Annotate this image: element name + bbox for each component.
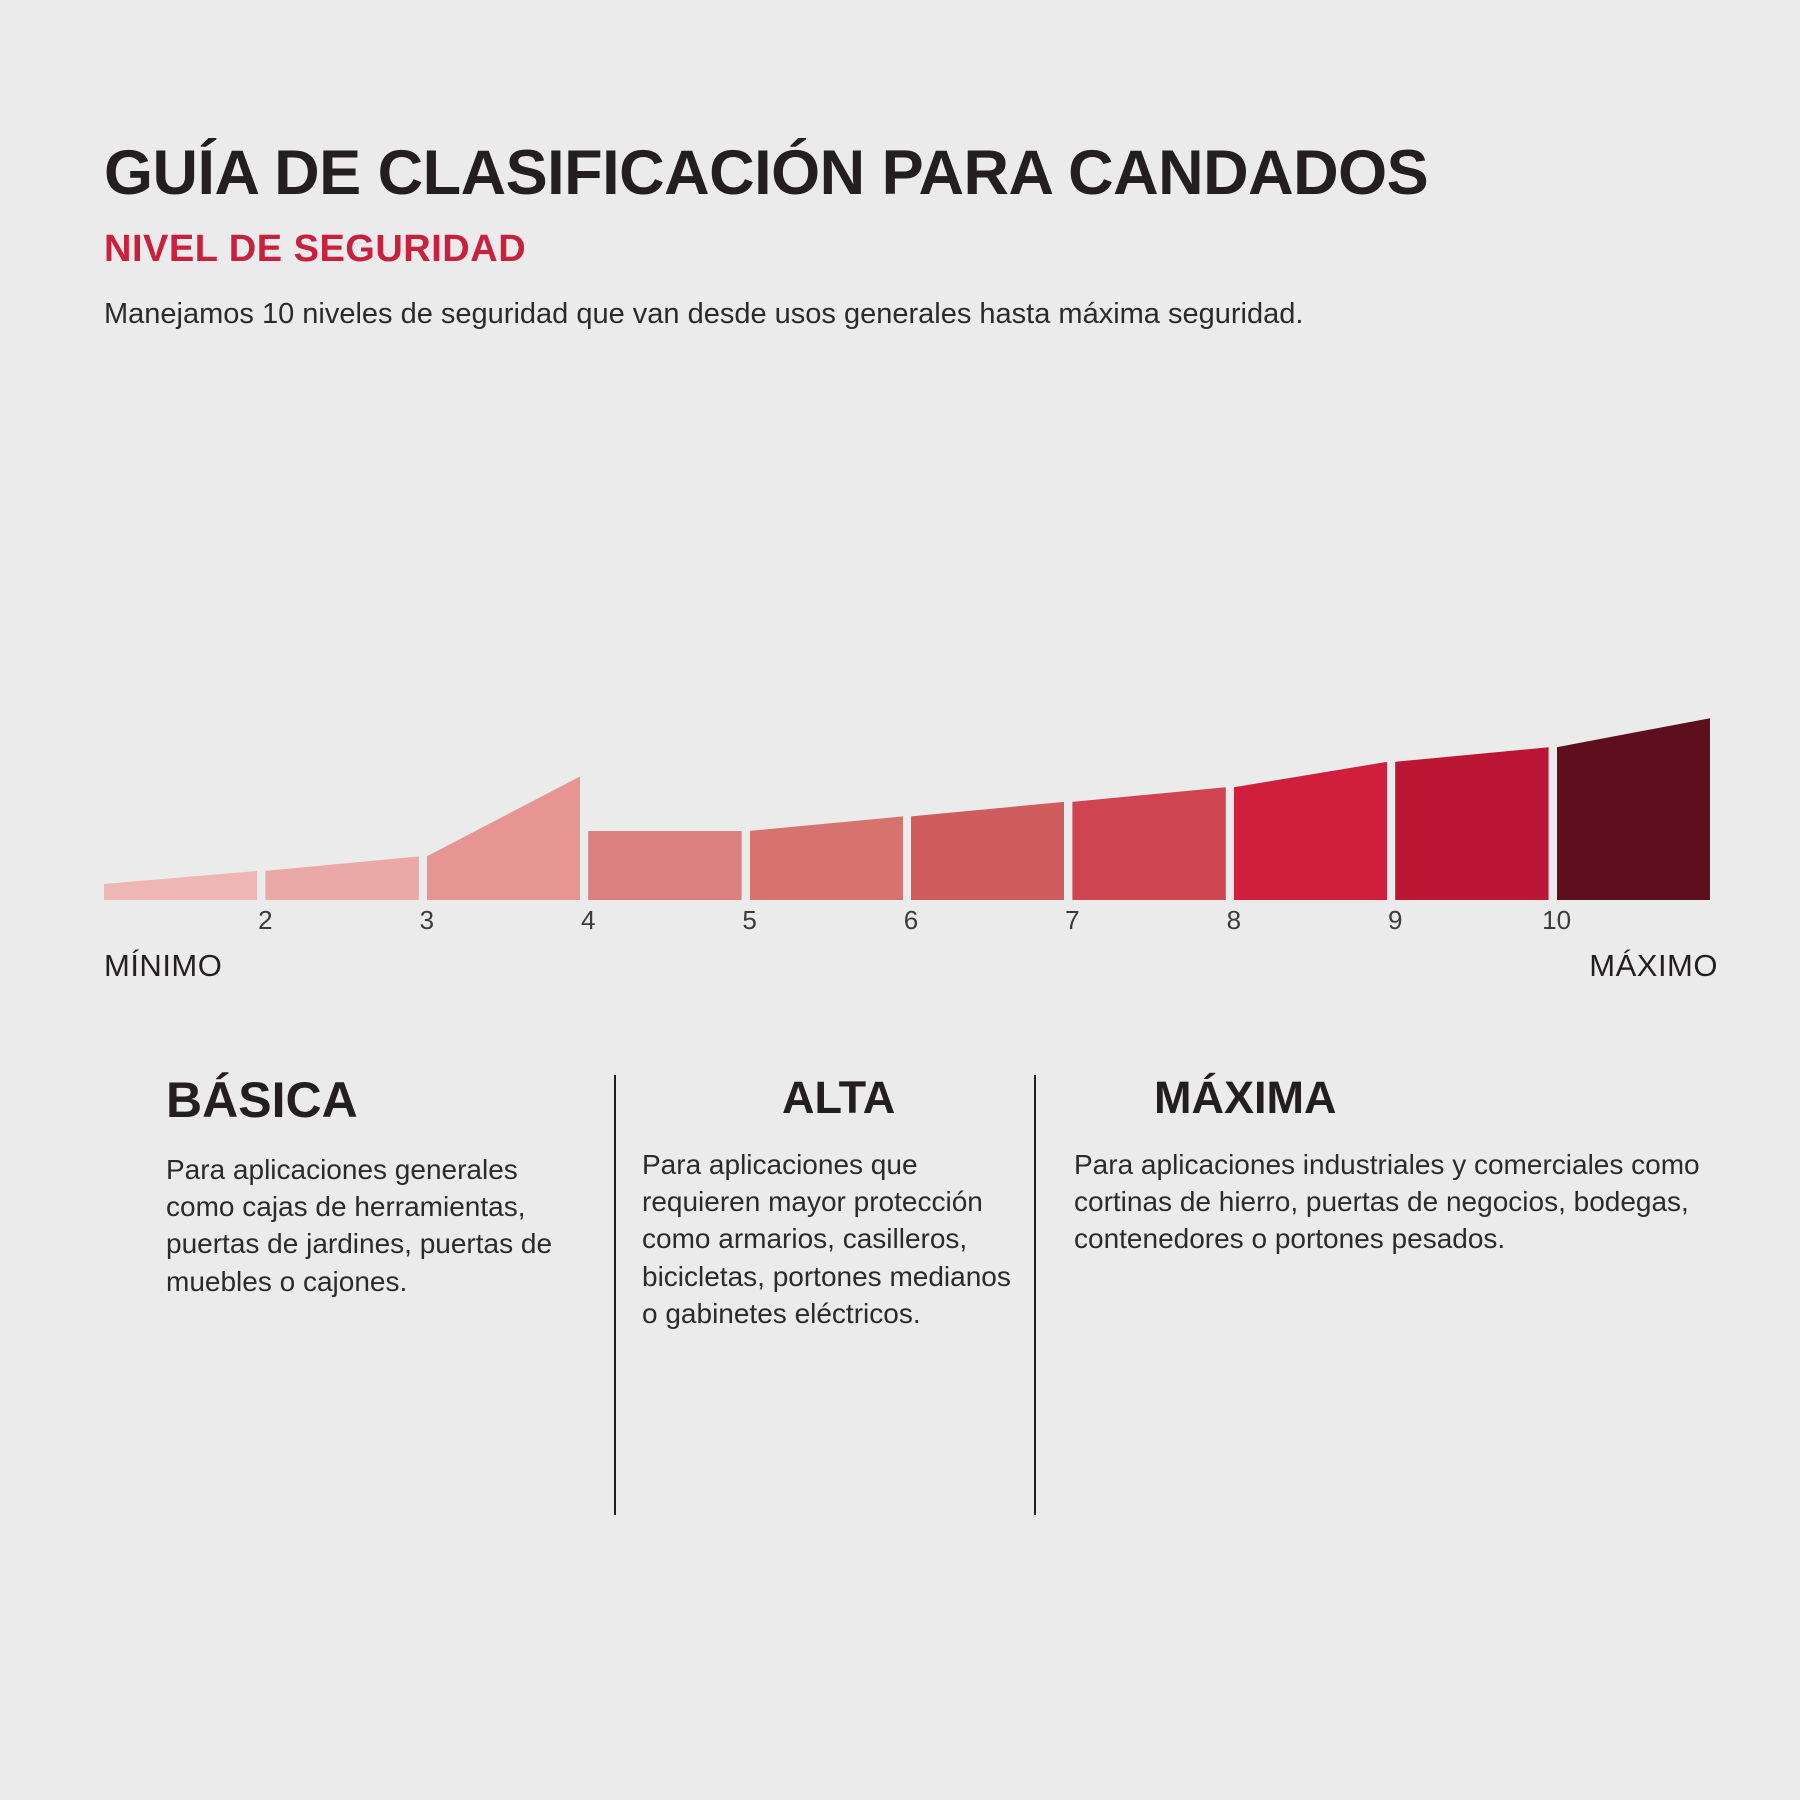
tick-label-4: 4 — [580, 905, 596, 935]
tick-label-10: 10 — [1542, 905, 1572, 935]
bar-level-1 — [104, 871, 257, 900]
tick-label-8: 8 — [1226, 905, 1242, 935]
column-basica-body: Para aplicaciones generales como cajas de herramientas, puertas de jardines, puertas de muebles o cajones. — [166, 1154, 553, 1297]
bar-level-5 — [750, 816, 903, 900]
tick-label-6: 6 — [903, 905, 919, 935]
tick-label-9: 9 — [1387, 905, 1403, 935]
bar-level-2 — [265, 856, 418, 900]
tick-label-5: 5 — [742, 905, 757, 935]
column-basica-heading: BÁSICA — [166, 1072, 358, 1128]
axis-label-maximum: MÁXIMO — [1589, 948, 1718, 983]
header — [104, 140, 1724, 332]
intro-text: Manejamos 10 niveles de seguridad que van desde usos generales hasta máxima seguridad. — [104, 298, 1304, 331]
tick-label-7: 7 — [1065, 905, 1080, 935]
column-alta-body: Para aplicaciones que requieren mayor protección como armarios, casilleros, bicicletas, portones medianos o gabinetes eléctricos. — [642, 1149, 1011, 1329]
column-alta-heading: ALTA — [782, 1072, 896, 1123]
bar-level-7 — [1072, 787, 1225, 900]
column-maxima-body: Para aplicaciones industriales y comerciales como cortinas de hierro, puertas de negocios, bodegas, contenedores o portones pesados. — [1074, 1149, 1700, 1255]
axis-label-minimum: MÍNIMO — [104, 948, 223, 983]
page-subtitle: NIVEL DE SEGURIDAD — [104, 228, 527, 271]
bar-level-6 — [911, 802, 1064, 900]
bar-level-3 — [427, 776, 580, 900]
bar-level-9 — [1395, 747, 1548, 900]
security-level-chart — [104, 700, 1718, 983]
chart-end-labels — [104, 948, 1718, 988]
page-title: GUÍA DE CLASIFICACIÓN PARA CANDADOS — [104, 138, 1429, 208]
tick-label-3: 3 — [419, 905, 435, 935]
bar-level-4 — [588, 831, 741, 900]
chart-bars — [104, 700, 1718, 900]
bar-level-10 — [1557, 718, 1710, 900]
chart-tick-labels — [104, 905, 1718, 939]
column-maxima-heading: MÁXIMA — [1154, 1072, 1337, 1123]
bar-level-8 — [1234, 762, 1387, 900]
category-columns — [104, 1072, 1724, 1545]
tick-label-2: 2 — [258, 905, 273, 935]
